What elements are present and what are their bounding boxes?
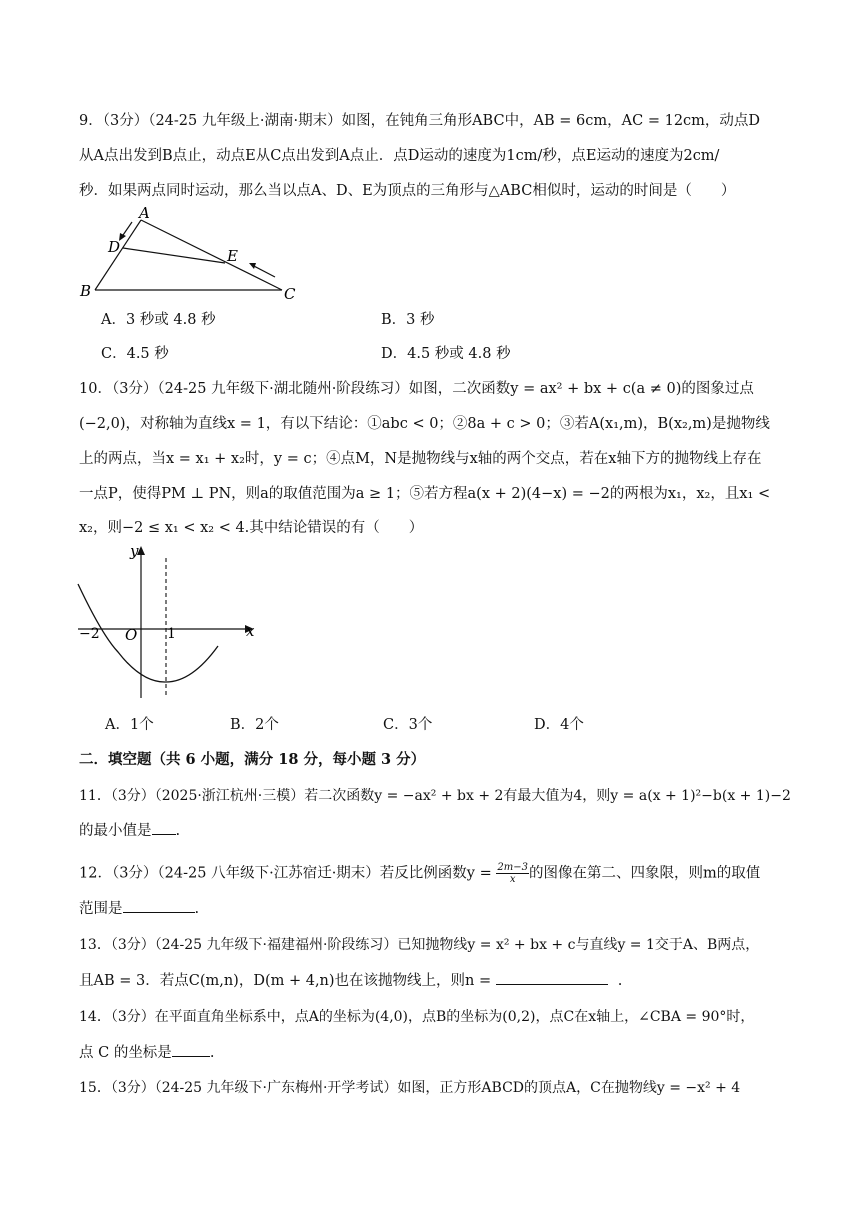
q13-period: . <box>617 973 623 989</box>
q12-fraction-numerator: 2m−3 <box>497 862 528 873</box>
q10-option-d[interactable]: D．4个 <box>534 717 584 733</box>
q9-option-c[interactable]: C．4.5 秒 <box>101 346 169 362</box>
q14-line-2 <box>79 1042 808 1063</box>
q12-answer-blank[interactable] <box>123 898 195 913</box>
q10-option-a[interactable]: A．1个 <box>105 717 154 733</box>
q10-line-2: (−2,0)，对称轴为直线x = 1，有以下结论：①abc < 0；②8a + c > 0；③若A(x₁,m)，B(x₂,m)是抛物线 <box>79 416 770 432</box>
q9-line-2: 从A点出发到B点止，动点E从C点出发到A点止．点D运动的速度为1cm/秒，点E运动的速度为2cm/ <box>79 148 720 164</box>
q10-option-c[interactable]: C．3个 <box>383 717 433 733</box>
q14-period: . <box>209 1045 215 1061</box>
q12-period: . <box>194 901 200 917</box>
q12-fraction-denominator: x <box>509 874 516 885</box>
q15-line-1: 15．（3分）（24-25 九年级下·广东梅州·开学考试）如图，正方形ABCD的顶点A，C在抛物线y = −x² + 4 <box>79 1080 741 1096</box>
q14-line-1: 14．（3分）在平面直角坐标系中，点A的坐标为(4,0)，点B的坐标为(0,2)，点C在x轴上，∠CBA = 90°时， <box>79 1009 755 1025</box>
q12-line-2 <box>79 898 808 919</box>
q9-label-e: E <box>227 247 238 265</box>
q13-text: 且AB = 3．若点C(m,n)，D(m + 4,n)也在该抛物线上，则n = <box>79 973 496 989</box>
q10-line-5: x₂，则−2 ≤ x₁ < x₂ < 4.其中结论错误的有（ ） <box>79 520 424 536</box>
q9-label-c: C <box>284 285 296 303</box>
q9-triangle-figure <box>75 200 315 305</box>
q14-answer-blank[interactable] <box>172 1042 210 1057</box>
q12-text-pre: 12．（3分）（24-25 八年级下·江苏宿迁·期末）若反比例函数y = <box>79 865 497 882</box>
q10-label-x: x <box>246 622 255 640</box>
q9-line-1: 9．（3分）（24-25 九年级上·湖南·期末）如图，在钝角三角形ABC中，AB = 6cm，AC = 12cm，动点D <box>79 113 761 129</box>
q12-fraction <box>496 862 529 885</box>
q10-option-b[interactable]: B．2个 <box>230 717 279 733</box>
q9-option-b[interactable]: B．3 秒 <box>381 312 435 328</box>
q10-label-origin: O <box>125 626 138 644</box>
q10-line-1: 10．（3分）（24-25 九年级下·湖北随州·阶段练习）如图，二次函数y = ax² + bx + c(a ≠ 0)的图象过点 <box>79 381 754 397</box>
q13-line-2 <box>79 970 808 991</box>
q11-text: 的最小值是 <box>79 823 152 839</box>
q12-text: 范围是 <box>79 901 123 917</box>
q9-option-d[interactable]: D．4.5 秒或 4.8 秒 <box>381 346 511 362</box>
q10-parabola-figure <box>72 540 272 700</box>
q10-label-one: 1 <box>167 626 176 642</box>
q10-line-4: 一点P，使得PM ⊥ PN，则a的取值范围为a ≥ 1；⑤若方程a(x + 2)(4−x) = −2的两根为x₁，x₂，且x₁ < <box>79 486 771 502</box>
q11-answer-blank[interactable] <box>152 820 176 835</box>
q12-line-1 <box>79 862 808 885</box>
q13-answer-blank[interactable] <box>496 970 608 985</box>
q11-period: . <box>175 823 181 839</box>
q10-label-neg2: −2 <box>79 626 100 642</box>
q11-line-1: 11．（3分）（2025·浙江杭州·三模）若二次函数y = −ax² + bx + 2有最大值为4，则y = a(x + 1)²−b(x + 1)−2 <box>79 788 791 804</box>
section-2-heading: 二．填空题（共 6 小题，满分 18 分，每小题 3 分） <box>79 751 426 768</box>
q9-label-a: A <box>139 204 150 222</box>
q10-line-3: 上的两点，当x = x₁ + x₂时，y = c；④点M，N是抛物线与x轴的两个交点，若在x轴下方的抛物线上存在 <box>79 451 762 467</box>
q9-line-3: 秒．如果两点同时运动，那么当以点A、D、E为顶点的三角形与△ABC相似时，运动的时间是（ ） <box>79 183 736 199</box>
q9-label-b: B <box>80 282 92 300</box>
q12-text-post: 的图像在第二、四象限，则m的取值 <box>528 865 761 882</box>
q9-label-d: D <box>108 238 121 256</box>
q11-line-2 <box>79 820 808 841</box>
q14-text: 点 C 的坐标是 <box>79 1045 172 1061</box>
q9-option-a[interactable]: A．3 秒或 4.8 秒 <box>101 312 216 328</box>
q13-line-1: 13．（3分）（24-25 九年级下·福建福州·阶段练习）已知抛物线y = x² + bx + c与直线y = 1交于A、B两点， <box>79 937 760 953</box>
q10-label-y: y <box>130 542 139 560</box>
